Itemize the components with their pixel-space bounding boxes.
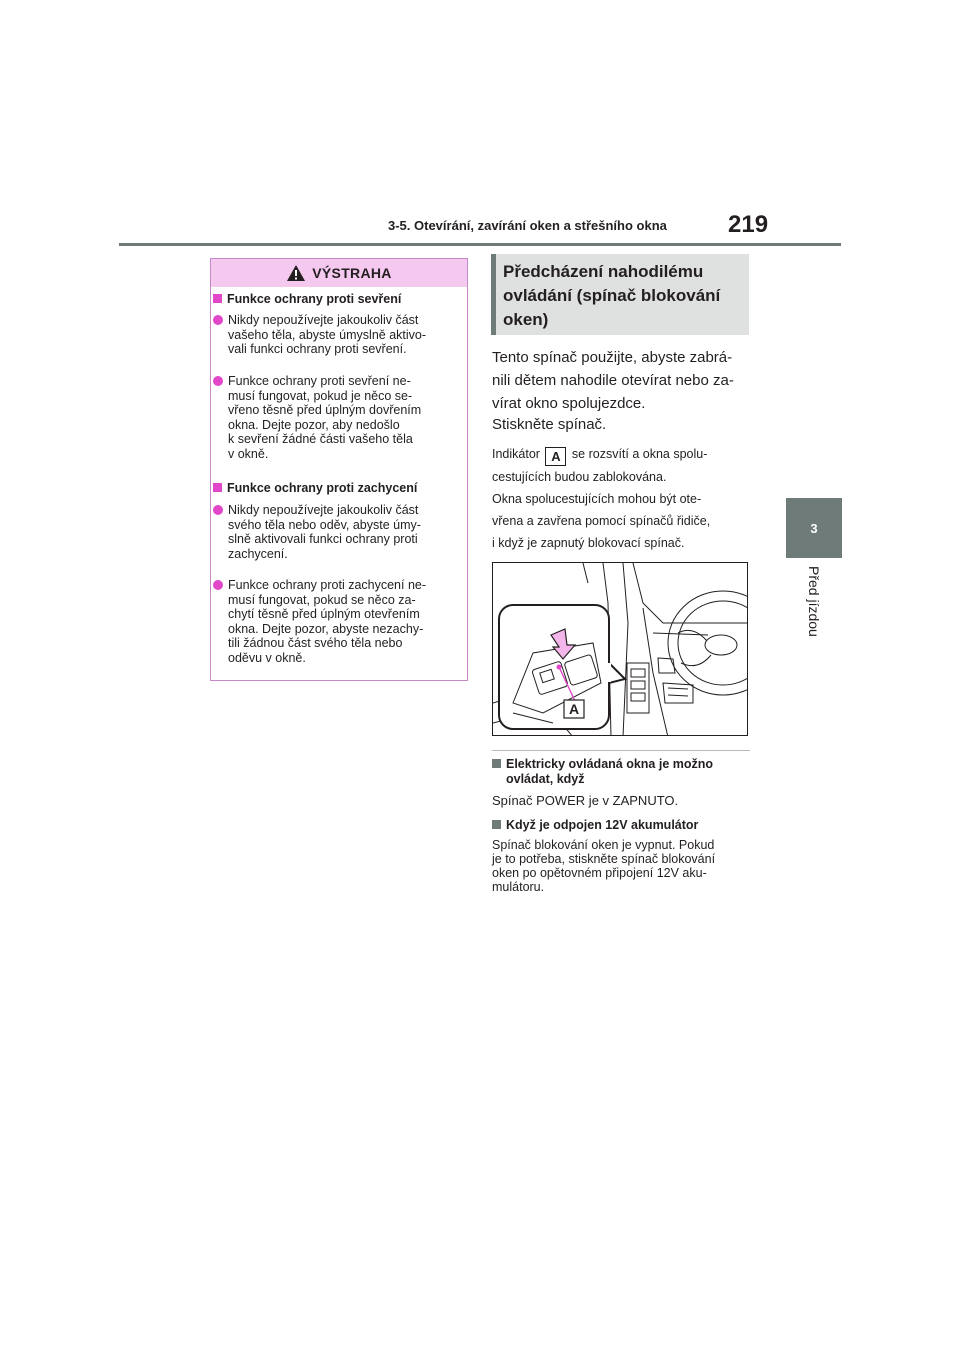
indicator-marker: A (545, 447, 566, 466)
chapter-number: 3 (810, 520, 818, 536)
round-bullet-icon (213, 580, 223, 590)
warning-heading-trap: Funkce ochrany proti zachycení (213, 481, 417, 496)
chapter-tab-label (786, 566, 842, 656)
window-lock-switch-illustration (492, 562, 748, 736)
note-heading-battery: Když je odpojen 12V akumulátor (492, 818, 750, 833)
chapter-tab[interactable] (786, 498, 842, 558)
warning-item: Nikdy nepoužívejte jakoukoliv část svého těla nebo oděv, abyste úmy- slně aktivovali funkci ochrany proti zachycení. (213, 503, 463, 561)
warning-item: Funkce ochrany proti zachycení ne- musí fungovat, pokud se něco za- chytí těsně před úplným otevřením okna. Dejte pozor, abyste nezachy- tili žádnou část svého těla nebo oděvu v okně. (213, 578, 463, 666)
notes-divider (492, 750, 750, 751)
section-heading: Předcházení nahodilému ovládání (spínač blokování oken) (503, 262, 721, 329)
dashboard-drawing (493, 563, 748, 736)
note-text-power: Spínač POWER je v ZAPNUTO. (492, 793, 679, 808)
note-paragraph: Okna spolucestujících mohou být ote- vřena a zavřena pomocí spínačů řidiče, i když je zapnutý blokovací spínač. (492, 492, 711, 550)
header-divider (119, 243, 841, 246)
round-bullet-icon (213, 376, 223, 386)
square-bullet-icon (492, 820, 501, 829)
warning-item: Nikdy nepoužívejte jakoukoliv část vašeho těla, abyste úmyslně aktivo- vali funkci ochrany proti sevření. (213, 313, 463, 357)
intro-paragraph: Tento spínač použijte, abyste zabrá- nili dětem nahodile otevírat nebo za- vírat okno spolujezdce. (492, 349, 734, 412)
square-bullet-icon (213, 483, 222, 492)
action-step: Stiskněte spínač. (492, 416, 607, 433)
square-bullet-icon (492, 759, 501, 768)
note-text-battery: Spínač blokování oken je vypnut. Pokud je to potřeba, stiskněte spínač blokování oken po opětovném připojení 12V aku- mulátoru. (492, 838, 716, 894)
warning-triangle-icon (286, 264, 306, 282)
warning-heading-pinch: Funkce ochrany proti sevření (213, 292, 401, 307)
warning-title: VÝSTRAHA (312, 265, 392, 281)
round-bullet-icon (213, 315, 223, 325)
chapter-label-text: Před jízdou (806, 566, 822, 637)
note-heading-power: Elektricky ovládaná okna je možno ovládat, když (492, 757, 750, 786)
page-number: 219 (728, 211, 769, 238)
indicator-paragraph: Indikátor A se rozsvítí a okna spolu- cestujících budou zablokována. (492, 447, 708, 484)
section-title: 3-5. Otevírání, zavírání oken a střešního okna (388, 218, 667, 233)
figure-callout-label: A (568, 701, 580, 717)
warning-item: Funkce ochrany proti sevření ne- musí fungovat, pokud je něco se- vřeno těsně před úplným dovřením okna. Dejte pozor, aby nedošlo k sevření žádné části vašeho těla v okně. (213, 374, 463, 462)
round-bullet-icon (213, 505, 223, 515)
square-bullet-icon (213, 294, 222, 303)
warning-header (211, 259, 467, 287)
